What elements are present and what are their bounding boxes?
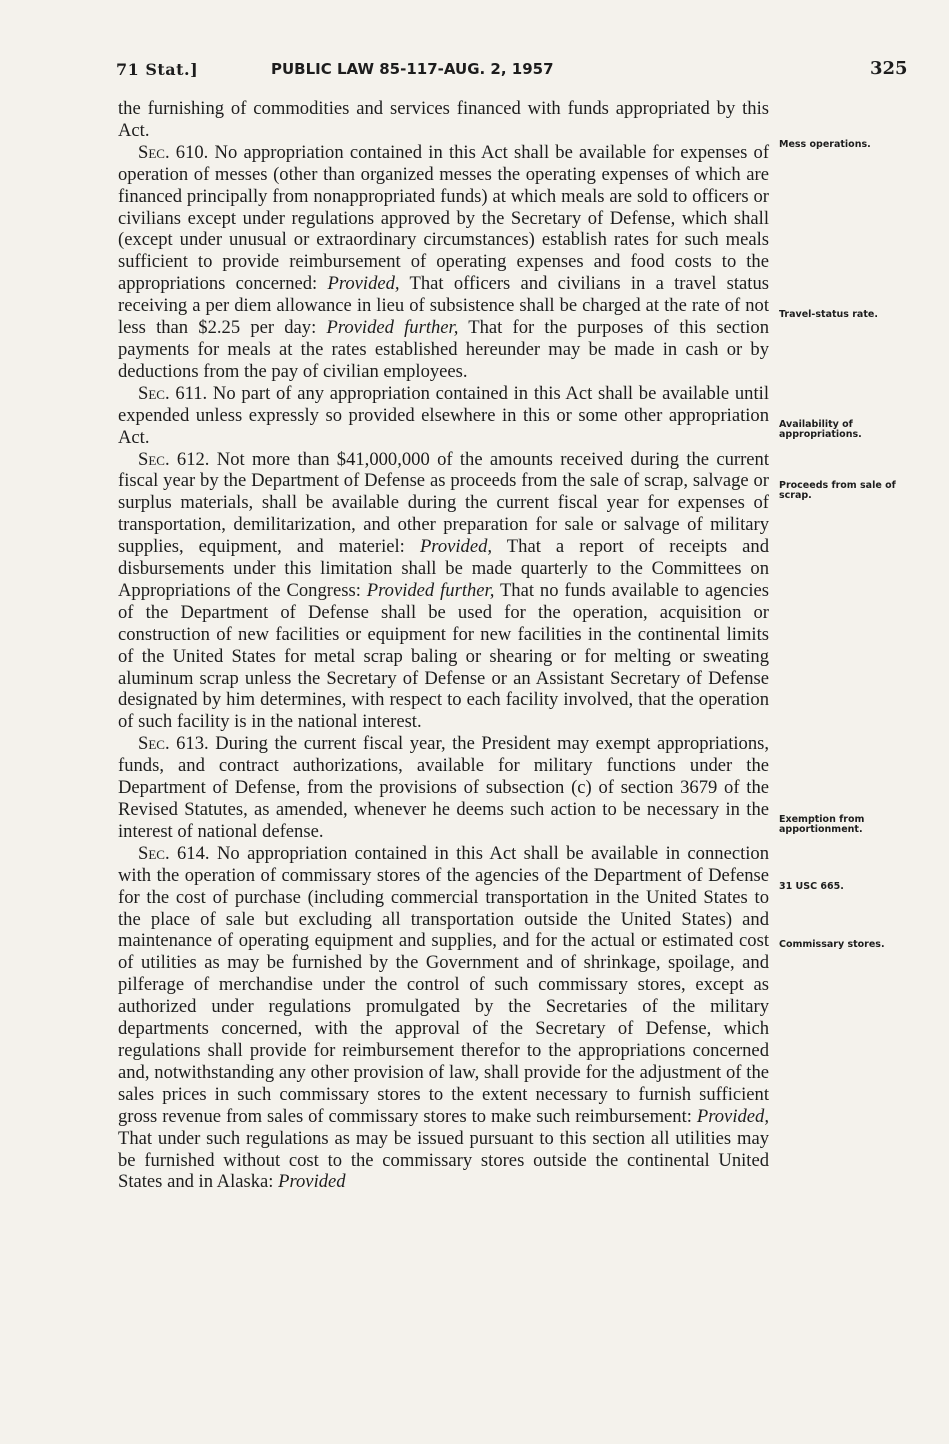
section-610-number: Sec. 610. [138,141,209,163]
section-612 [118,449,769,734]
margin-note-commissary: Commissary stores. [779,939,885,950]
section-612-text-c: That no funds available to agencies of the Department of Defense shall be used for the operation, acquisition or construction of new facilities or equipment for new facilities in the continental limits of the United States for metal scrap baling or shearing or for melting or sweating aluminum scrap unless the Secretary of Defense or an Assistant Secretary of Defense designated by him determines, with respect to each facility involved, that the operation of such facility is in the national interest. [118,579,769,733]
section-611-text: No part of any appropriation contained in this Act shall be available until expended unless expressly so provided elsewhere in this or some other appropriation Act. [118,382,769,448]
section-610-text-c: That for the purposes of this section payments for meals at the rates established hereunder may be made in cash or by deductions from the pay of civilian employees. [118,317,769,382]
paragraph-continuation: the furnishing of commodities and services financed with funds appropriated by this Act. [118,98,769,141]
section-610-text-b: That officers and civilians in a travel status receiving a per diem allowance in lieu of subsistence shall be charged at the rate of not less than $2.25 per day: [118,273,770,339]
section-612-number: Sec. 612. [138,448,210,470]
section-611-number: Sec. 611. [138,382,208,404]
section-612-provided-further: Provided further, [366,579,495,601]
margin-note-mess-operations: Mess operations. [779,139,871,150]
margin-note-availability: Availability of appropriations. [779,419,862,440]
margin-note-proceeds-scrap: Proceeds from sale of scrap. [779,480,896,501]
section-611 [118,383,769,449]
section-614-text-a: No appropriation contained in this Act shall be available in connection with the operation of commissary stores of the agencies of the Department of Defense for the cost of purchase (including commercial transportation in the United States to the place of sale but excluding all transportation outside the United States) and maintenance of operating equipment and supplies, and for the actual or estimated cost of utilities as may be furnished by the Government and of shrinkage, spoilage, and pilferage of merchandise under the control of such commissary stores, except as authorized under regulations promulgated by the Secretaries of the military departments concerned, with the approval of the Secretary of Defense, which regulations shall provide for reimbursement therefor to the appropriations concerned and, notwithstanding any other provision of law, shall provide for the adjustment of the sales prices in such commissary stores to the extent necessary to furnish sufficient gross revenue from sales of commissary stores to make such reimbursement: [118,842,769,1127]
statute-reference: 71 Stat.] [116,60,199,79]
section-614-text-b: That under such regulations as may be issued pursuant to this section all utilities may be furnished without cost to the commissary stores outside the continental United States and in Alaska: [118,1127,769,1193]
page-header [0,60,949,84]
statute-body [118,98,769,1193]
section-614-provided: Provided, [696,1105,769,1127]
section-613-text: During the current fiscal year, the President may exempt appropriations, funds, and contract authorizations, available for military functions under the Department of Defense, from the provisions of subsection (c) of section 3679 of the Revised Statutes, as amended, whenever he deems such action to be necessary in the interest of national defense. [118,733,769,842]
margin-note-exemption: Exemption from apportionment. [779,814,865,835]
section-610-text-a: No appropriation contained in this Act shall be available for expenses of operation of messes (other than organized messes the operating expenses of which are financed principally from nonappropriated funds) at which meals are sold to officers or civilians except under regulations approved by the Secretary of Defense, which shall (except under unusual or extraordinary circumstances) establish rates for such meals sufficient to provide reimbursement of operating expenses and food costs to the appropriations concerned: [118,141,770,295]
section-614 [118,843,769,1194]
section-610 [118,142,769,383]
section-612-text-b: That a report of receipts and disbursements under this limitation shall be made quarterly to the Committees on Appropriations of the Congress: [118,536,769,601]
public-law-title: PUBLIC LAW 85-117-AUG. 2, 1957 [271,60,554,78]
page-number: 325 [870,58,908,79]
section-613-number: Sec. 613. [138,733,209,755]
section-614-provided-trailing: Provided [278,1171,346,1193]
section-614-number: Sec. 614. [138,842,210,864]
section-613 [118,733,769,843]
section-610-provided: Provided, [327,273,400,295]
section-610-provided-further: Provided further, [326,317,459,339]
margin-note-usc-citation: 31 USC 665. [779,881,844,892]
section-612-text-a: Not more than $41,000,000 of the amounts received during the current fiscal year by the Department of Defense as proceeds from the sale of scrap, salvage or surplus materials, shall be available during the current fiscal year for expenses of transportation, demilitarization, and other preparation for sale or salvage of military supplies, equipment, and materiel: [118,448,769,558]
section-612-provided: Provided, [419,536,493,558]
margin-note-travel-status: Travel-status rate. [779,309,878,320]
